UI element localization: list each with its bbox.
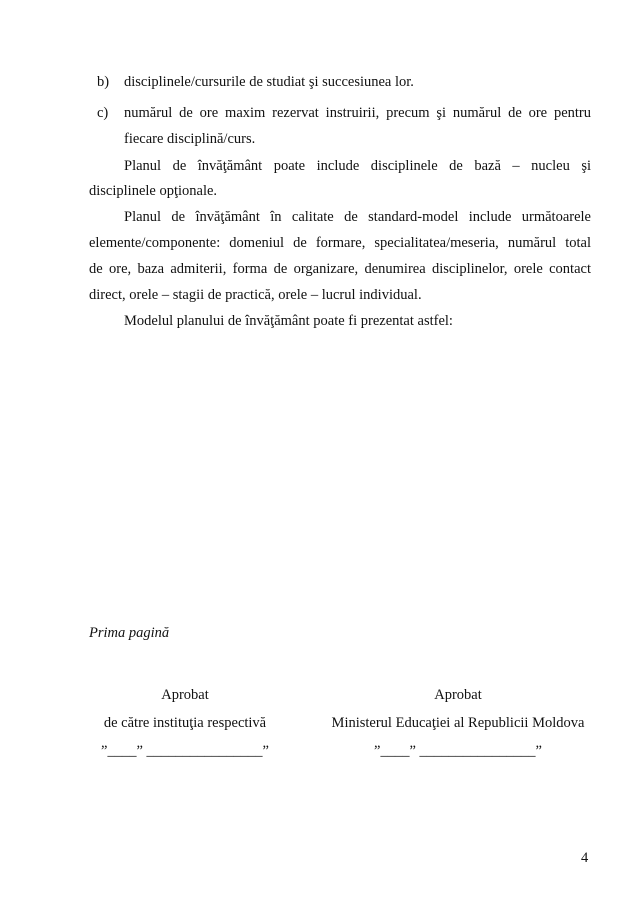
approval-left-label: Aprobat bbox=[161, 687, 209, 703]
paragraph-3-line1: Modelul planului de învăţământ poate fi prezentat astfel: bbox=[124, 313, 453, 329]
paragraph-2-line1: Planul de învăţământ în calitate de standard-model include următoarele bbox=[124, 209, 591, 225]
page-number: 4 bbox=[581, 850, 589, 866]
list-item-c-line2: fiecare disciplină/curs. bbox=[124, 131, 256, 147]
list-marker-c: c) bbox=[97, 105, 109, 121]
approval-left-by: de către instituţia respectivă bbox=[103, 715, 267, 731]
paragraph-2-line2: elemente/componente: domeniul de formare, specialitatea/meseria, numărul total bbox=[89, 235, 591, 251]
section-title: Prima pagină bbox=[89, 625, 170, 641]
paragraph-1-line2: disciplinele opţionale. bbox=[89, 183, 218, 199]
approval-left-date-line: ”____” ________________” bbox=[101, 743, 269, 759]
approval-right-label: Aprobat bbox=[434, 687, 482, 703]
list-marker-b: b) bbox=[97, 74, 110, 90]
list-item-b-text: disciplinele/cursurile de studiat şi succesiunea lor. bbox=[124, 74, 414, 90]
list-item-c-line1: numărul de ore maxim rezervat instruirii, precum şi numărul de ore pentru bbox=[124, 105, 591, 121]
paragraph-2-line3: de ore, baza admiterii, forma de organizare, denumirea disciplinelor, orele contact bbox=[89, 261, 591, 277]
paragraph-2-line4: direct, orele – stagii de practică, orele – lucrul individual. bbox=[89, 287, 422, 303]
paragraph-1-line1: Planul de învăţământ poate include disciplinele de bază – nucleu şi bbox=[124, 158, 591, 174]
approval-right-date-line: ”____” ________________” bbox=[374, 743, 542, 759]
approval-right-by: Ministerul Educaţiei al Republicii Moldova bbox=[331, 715, 585, 731]
